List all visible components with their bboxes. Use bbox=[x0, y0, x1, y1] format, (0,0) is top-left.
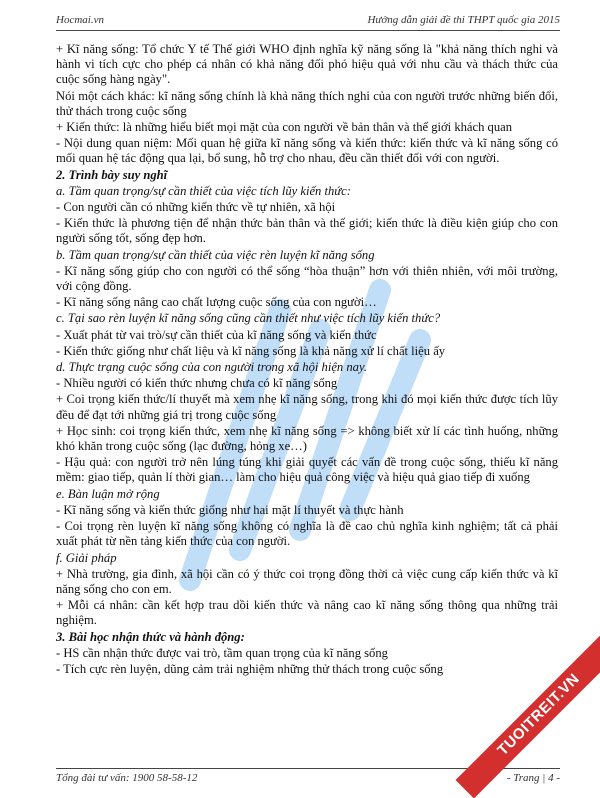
subsection-heading: e. Bàn luận mở rộng bbox=[56, 486, 160, 501]
paragraph: - HS cần nhận thức được vai trò, tầm quan trọng của kĩ năng sống bbox=[56, 645, 388, 660]
section-heading: 2. Trình bày suy nghĩ bbox=[56, 167, 168, 182]
document-body bbox=[56, 42, 558, 678]
paragraph: - Kĩ năng sống nâng cao chất lượng cuộc sống của con người… bbox=[56, 295, 377, 310]
paragraph: - Tích cực rèn luyện, dũng cảm trải nghiệm những thử thách trong cuộc sống bbox=[56, 661, 444, 676]
subsection-heading: c. Tại sao rèn luyện kĩ năng sống cũng cần thiết như việc tích lũy kiến thức? bbox=[56, 311, 441, 326]
site-ribbon: TUOITREIT.VN bbox=[456, 632, 600, 798]
paragraph: - Con người cần có những kiến thức về tự nhiên, xã hội bbox=[56, 200, 336, 215]
subsection-heading: d. Thực trạng cuộc sống của con người trong xã hội hiện nay. bbox=[56, 360, 368, 375]
paragraph: + Coi trọng kiến thức/lí thuyết mà xem nhẹ kĩ năng sống, trong khi đó mọi kiến thức được tích lũy đều để đạt tới những giá trị trong cuộc sống bbox=[56, 392, 558, 422]
section-heading: 3. Bài học nhận thức và hành động: bbox=[56, 629, 245, 644]
paragraph: - Kiến thức là phương tiện để nhận thức bản thân và thế giới; kiến thức là điều kiện giúp cho con người sống tốt, sống đẹp hơn. bbox=[56, 216, 558, 246]
paragraph: + Kiến thức: là những hiểu biết mọi mặt của con người về bản thân và thế giới khách quan bbox=[56, 120, 513, 135]
footer-hotline: Tổng đài tư vấn: 1900 58-58-12 bbox=[56, 772, 198, 784]
paragraph: - Xuất phát từ vai trò/sự cần thiết của kĩ năng sống và kiến thức bbox=[56, 327, 377, 342]
paragraph: - Kĩ năng sống giúp cho con người có thể sống “hòa thuận” hơn với thiên nhiên, với môi trường, với cộng đồng. bbox=[56, 263, 558, 294]
paragraph: - Kĩ năng sống và kiến thức giống như hai mặt lí thuyết và thực hành bbox=[56, 502, 404, 517]
paragraph: + Mỗi cá nhân: cần kết hợp trau dồi kiến thức và nâng cao kĩ năng sống thông qua những trải nghiệm. bbox=[56, 598, 558, 628]
paragraph: - Kiến thức giống như chất liệu và kĩ năng sống là khả năng xử lí chất liệu ấy bbox=[56, 343, 446, 358]
paragraph: + Học sinh: coi trọng kiến thức, xem nhẹ kĩ năng sống => không biết xử lí các tình huống, những khó khăn trong cuộc sống (lạc đường, hỏng xe…) bbox=[56, 423, 558, 454]
subsection-heading: a. Tầm quan trọng/sự cần thiết của việc tích lũy kiến thức: bbox=[56, 183, 351, 198]
paragraph: + Kĩ năng sống: Tổ chức Y tế Thế giới WHO định nghĩa kỹ năng sống là "khả năng thích nghi và hành vi tích cực cho phép cá nhân có khả năng đối phó hiệu quả với nhu cầu và thách thức của cuộc sống hàng ngày". bbox=[56, 42, 558, 87]
header-site: Hocmai.vn bbox=[56, 14, 104, 26]
paragraph: - Nhiều người có kiến thức nhưng chưa có kĩ năng sống bbox=[56, 376, 338, 391]
subsection-heading: b. Tầm quan trọng/sự cần thiết của việc rèn luyện kĩ năng sống bbox=[56, 247, 375, 262]
paragraph: - Hậu quả: con người trở nên lúng túng khi giải quyết các vấn đề trong cuộc sống, thiếu kĩ năng mềm: giao tiếp, quản lí thời gian… làm cho hiệu quả công việc và hiệu quả giao tiếp đi xuống bbox=[56, 455, 558, 485]
header-title: Hướng dẫn giải đề thi THPT quốc gia 2015 bbox=[367, 14, 560, 26]
subsection-heading: f. Giải pháp bbox=[56, 550, 117, 565]
paragraph: - Nội dung quan niệm: Mối quan hệ giữa kĩ năng sống và kiến thức: kiến thức và kĩ năng sống có mối quan hệ tác động qua lại, bổ sung, hỗ trợ cho nhau, đều cần thiết đối với con người. bbox=[56, 136, 558, 166]
paragraph: + Nhà trường, gia đình, xã hội cần có ý thức coi trọng đồng thời cả việc cung cấp kiến thức và kĩ năng sống cho con em. bbox=[56, 566, 558, 596]
paragraph: Nói một cách khác: kĩ năng sống chính là khả năng thích nghi của con người trước những biến đổi, thử thách trong cuộc sống bbox=[56, 88, 558, 118]
paragraph: - Coi trọng rèn luyện kĩ năng sống không có nghĩa là đề cao chủ nghĩa kinh nghiệm; tất cả phải xuất phát từ nền tảng kiến thức của con người. bbox=[56, 519, 558, 549]
page-header bbox=[56, 14, 560, 31]
footer-page-number: - Trang | 4 - bbox=[506, 772, 560, 784]
